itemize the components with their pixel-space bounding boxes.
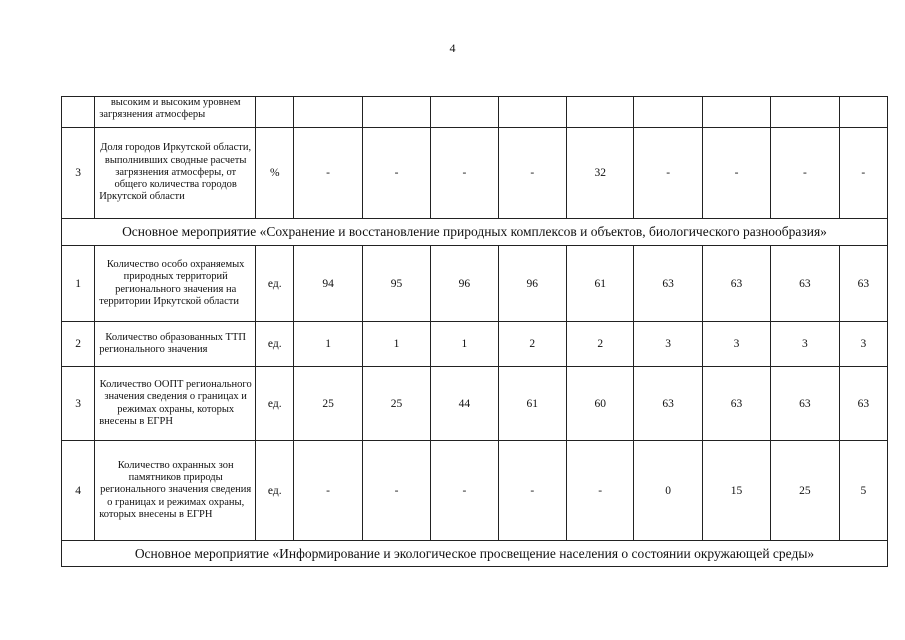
row-number (62, 97, 95, 128)
value-cell: - (294, 441, 362, 541)
value-cell: 1 (362, 322, 430, 367)
value-cell: - (702, 128, 770, 219)
value-cell: - (634, 128, 702, 219)
value-cell: 96 (498, 246, 566, 322)
row-number: 4 (62, 441, 95, 541)
row-number: 2 (62, 322, 95, 367)
value-cell (771, 97, 839, 128)
value-cell (362, 97, 430, 128)
section-row (62, 219, 888, 246)
row-number: 3 (62, 128, 95, 219)
value-cell: - (498, 441, 566, 541)
value-cell: 25 (362, 367, 430, 441)
value-cell: 3 (702, 322, 770, 367)
value-cell: 63 (839, 246, 887, 322)
value-cell: 0 (634, 441, 702, 541)
value-cell: - (771, 128, 839, 219)
indicator-name: Количество ООПТ регионального значения сведения о границах и режимах охраны, которых внесены в ЕГРН (95, 367, 256, 441)
value-cell (294, 97, 362, 128)
value-cell: 63 (634, 246, 702, 322)
value-cell: 3 (771, 322, 839, 367)
value-cell: 25 (771, 441, 839, 541)
value-cell: 2 (567, 322, 634, 367)
value-cell: 60 (567, 367, 634, 441)
unit-cell: % (256, 128, 294, 219)
table-row (62, 441, 888, 541)
table-row (62, 97, 888, 128)
table-row (62, 367, 888, 441)
indicators-table (61, 96, 888, 567)
value-cell (567, 97, 634, 128)
value-cell: 61 (567, 246, 634, 322)
value-cell: 95 (362, 246, 430, 322)
indicator-name: Количество образованных ТТП регионального значения (95, 322, 256, 367)
value-cell: - (362, 128, 430, 219)
value-cell: 1 (294, 322, 362, 367)
value-cell: 61 (498, 367, 566, 441)
value-cell: - (567, 441, 634, 541)
value-cell: 63 (702, 246, 770, 322)
value-cell: - (839, 128, 887, 219)
value-cell: 96 (431, 246, 498, 322)
page-number: 4 (449, 41, 456, 55)
unit-cell: ед. (256, 441, 294, 541)
value-cell: 63 (771, 246, 839, 322)
row-number: 1 (62, 246, 95, 322)
value-cell: 63 (771, 367, 839, 441)
value-cell: 63 (702, 367, 770, 441)
value-cell: - (294, 128, 362, 219)
value-cell (431, 97, 498, 128)
section-row (62, 541, 888, 567)
value-cell: - (362, 441, 430, 541)
value-cell: 2 (498, 322, 566, 367)
value-cell: 25 (294, 367, 362, 441)
unit-cell (256, 97, 294, 128)
table-row (62, 128, 888, 219)
value-cell: 44 (431, 367, 498, 441)
value-cell: - (498, 128, 566, 219)
indicator-name: Количество особо охраняемых природных территорий регионального значения на территории Иркутской области (95, 246, 256, 322)
value-cell: 3 (634, 322, 702, 367)
unit-cell: ед. (256, 322, 294, 367)
value-cell: - (431, 441, 498, 541)
value-cell (702, 97, 770, 128)
unit-cell: ед. (256, 246, 294, 322)
value-cell: 63 (634, 367, 702, 441)
value-cell: - (431, 128, 498, 219)
value-cell: 32 (567, 128, 634, 219)
value-cell: 5 (839, 441, 887, 541)
indicator-name: Доля городов Иркутской области, выполнивших сводные расчеты загрязнения атмосферы, от общего количества городов Иркутской области (95, 128, 256, 219)
section-title: Основное мероприятие «Информирование и экологическое просвещение населения о состоянии окружающей среды» (62, 541, 888, 567)
row-number: 3 (62, 367, 95, 441)
value-cell: 63 (839, 367, 887, 441)
value-cell: 1 (431, 322, 498, 367)
indicator-name: Количество охранных зон памятников природы регионального значения сведения о границах и режимах охраны, которых внесены в ЕГРН (95, 441, 256, 541)
section-title: Основное мероприятие «Сохранение и восстановление природных комплексов и объектов, биологического разнообразия» (62, 219, 888, 246)
unit-cell: ед. (256, 367, 294, 441)
value-cell (634, 97, 702, 128)
table-row (62, 246, 888, 322)
value-cell (498, 97, 566, 128)
value-cell: 3 (839, 322, 887, 367)
indicator-name: высоким и высоким уровнем загрязнения атмосферы (95, 97, 256, 128)
value-cell: 94 (294, 246, 362, 322)
value-cell (839, 97, 887, 128)
value-cell: 15 (702, 441, 770, 541)
table-row (62, 322, 888, 367)
